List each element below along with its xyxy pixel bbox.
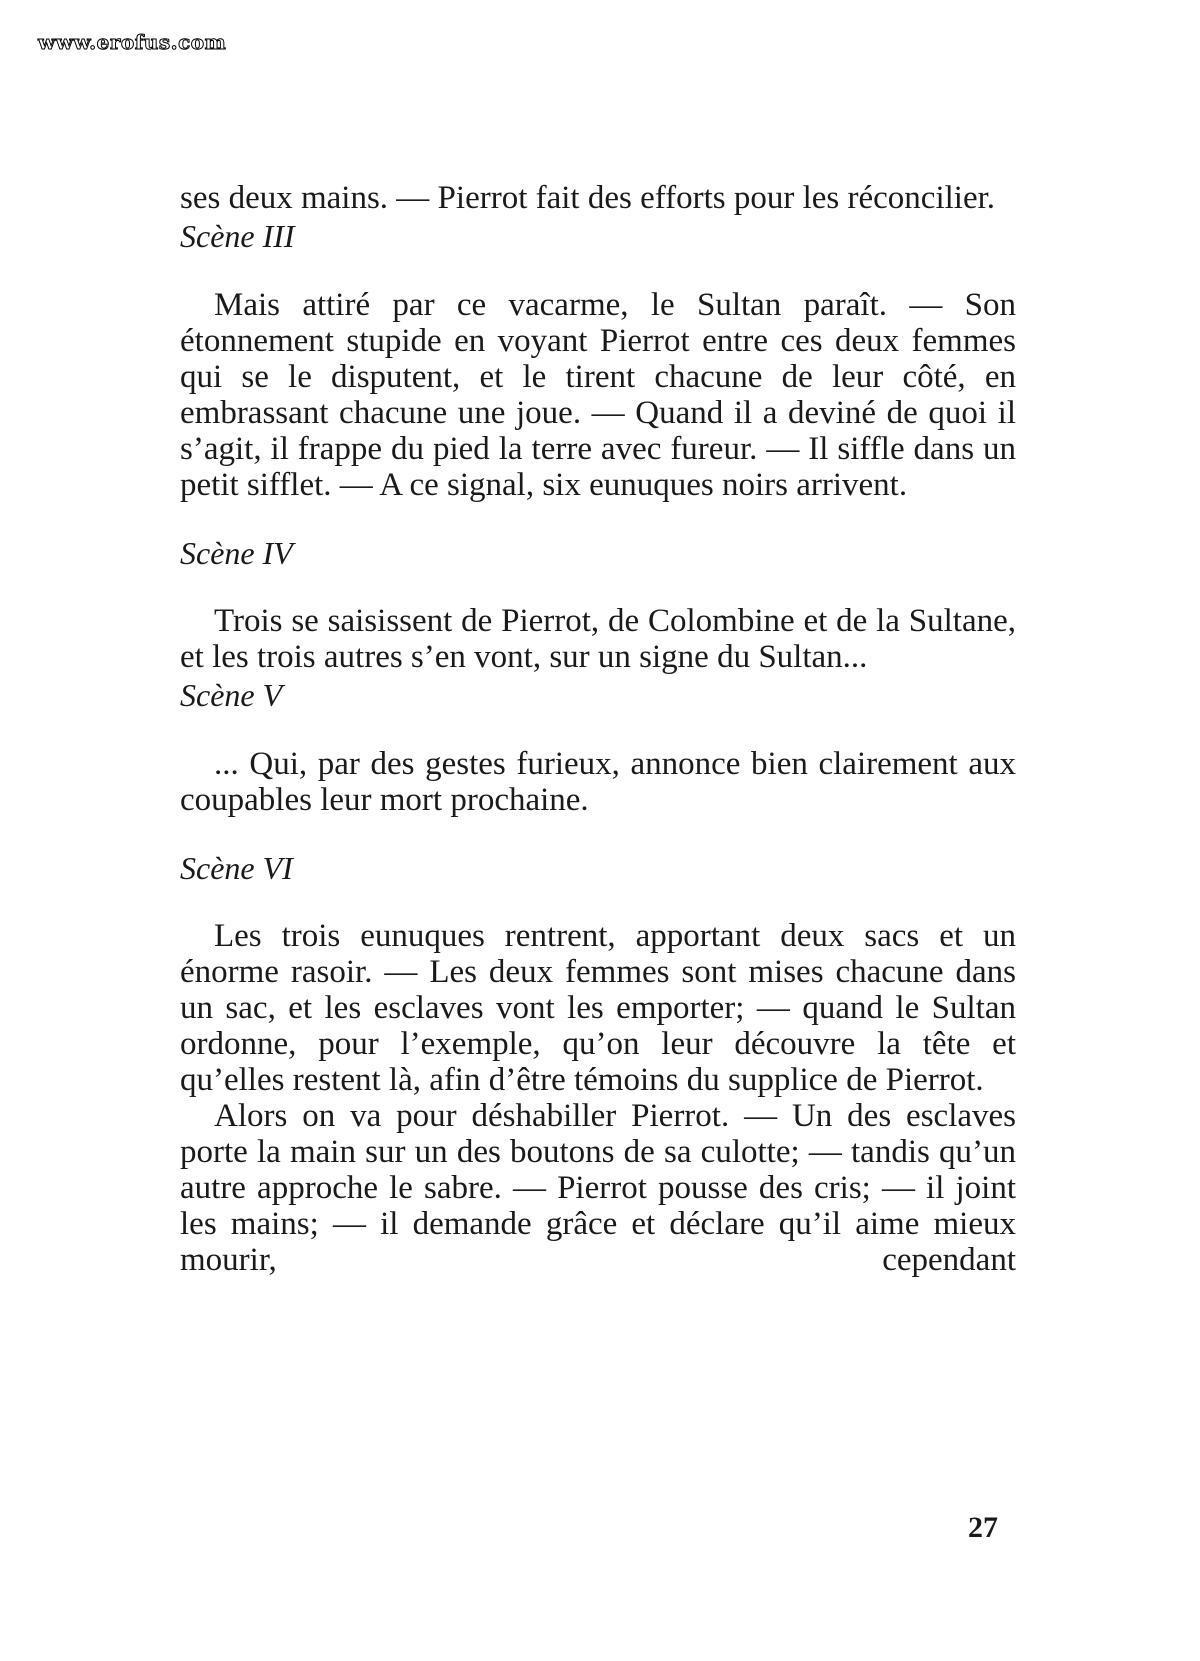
paragraph-scene-v: ... Qui, par des gestes furieux, annonce bien clairement aux coupables leur mort prochaine. [180, 746, 1016, 818]
paragraph-scene-vi-2: Alors on va pour déshabiller Pierrot. — Un des esclaves porte la main sur un des boutons de sa culotte; — tandis qu’un autre approche le sabre. — Pierrot pousse des cris; — il joint les mains; — il demande grâce et déclare qu’il aime mieux mourir, cependant [180, 1098, 1016, 1278]
paragraph-scene-vi-1: Les trois eunuques rentrent, apportant deux sacs et un énorme rasoir. — Les deux femmes sont mises chacune dans un sac, et les esclaves vont les emporter; — quand le Sultan ordonne, pour l’exemple, qu’on leur découvre la tête et qu’elles restent là, afin d’être témoins du supplice de Pierrot. [180, 918, 1016, 1098]
scene-heading-v: Scène V [180, 677, 283, 713]
page-number: 27 [968, 1511, 998, 1544]
watermark: www.erofus.com [38, 30, 227, 54]
paragraph-scene-iv: Trois se saisissent de Pierrot, de Colombine et de la Sultane, et les trois autres s’en vont, sur un signe du Sultan... [180, 603, 1016, 675]
scene-heading-iv: Scène IV [180, 535, 293, 571]
scene-heading-iii: Scène III [180, 218, 295, 254]
book-page-text [180, 180, 1016, 1278]
paragraph-scene-iii: Mais attiré par ce vacarme, le Sultan paraît. — Son étonnement stupide en voyant Pierrot entre ces deux femmes qui se le disputent, et le tirent chacune de leur côté, en embrassant chacune une joue. — Quand il a deviné de quoi il s’agit, il frappe du pied la terre avec fureur. — Il siffle dans un petit sifflet. — A ce signal, six eunuques noirs arrivent. [180, 287, 1016, 503]
scene-heading-vi: Scène VI [180, 850, 293, 886]
paragraph-continuation: ses deux mains. — Pierrot fait des efforts pour les réconcilier. [180, 180, 996, 216]
